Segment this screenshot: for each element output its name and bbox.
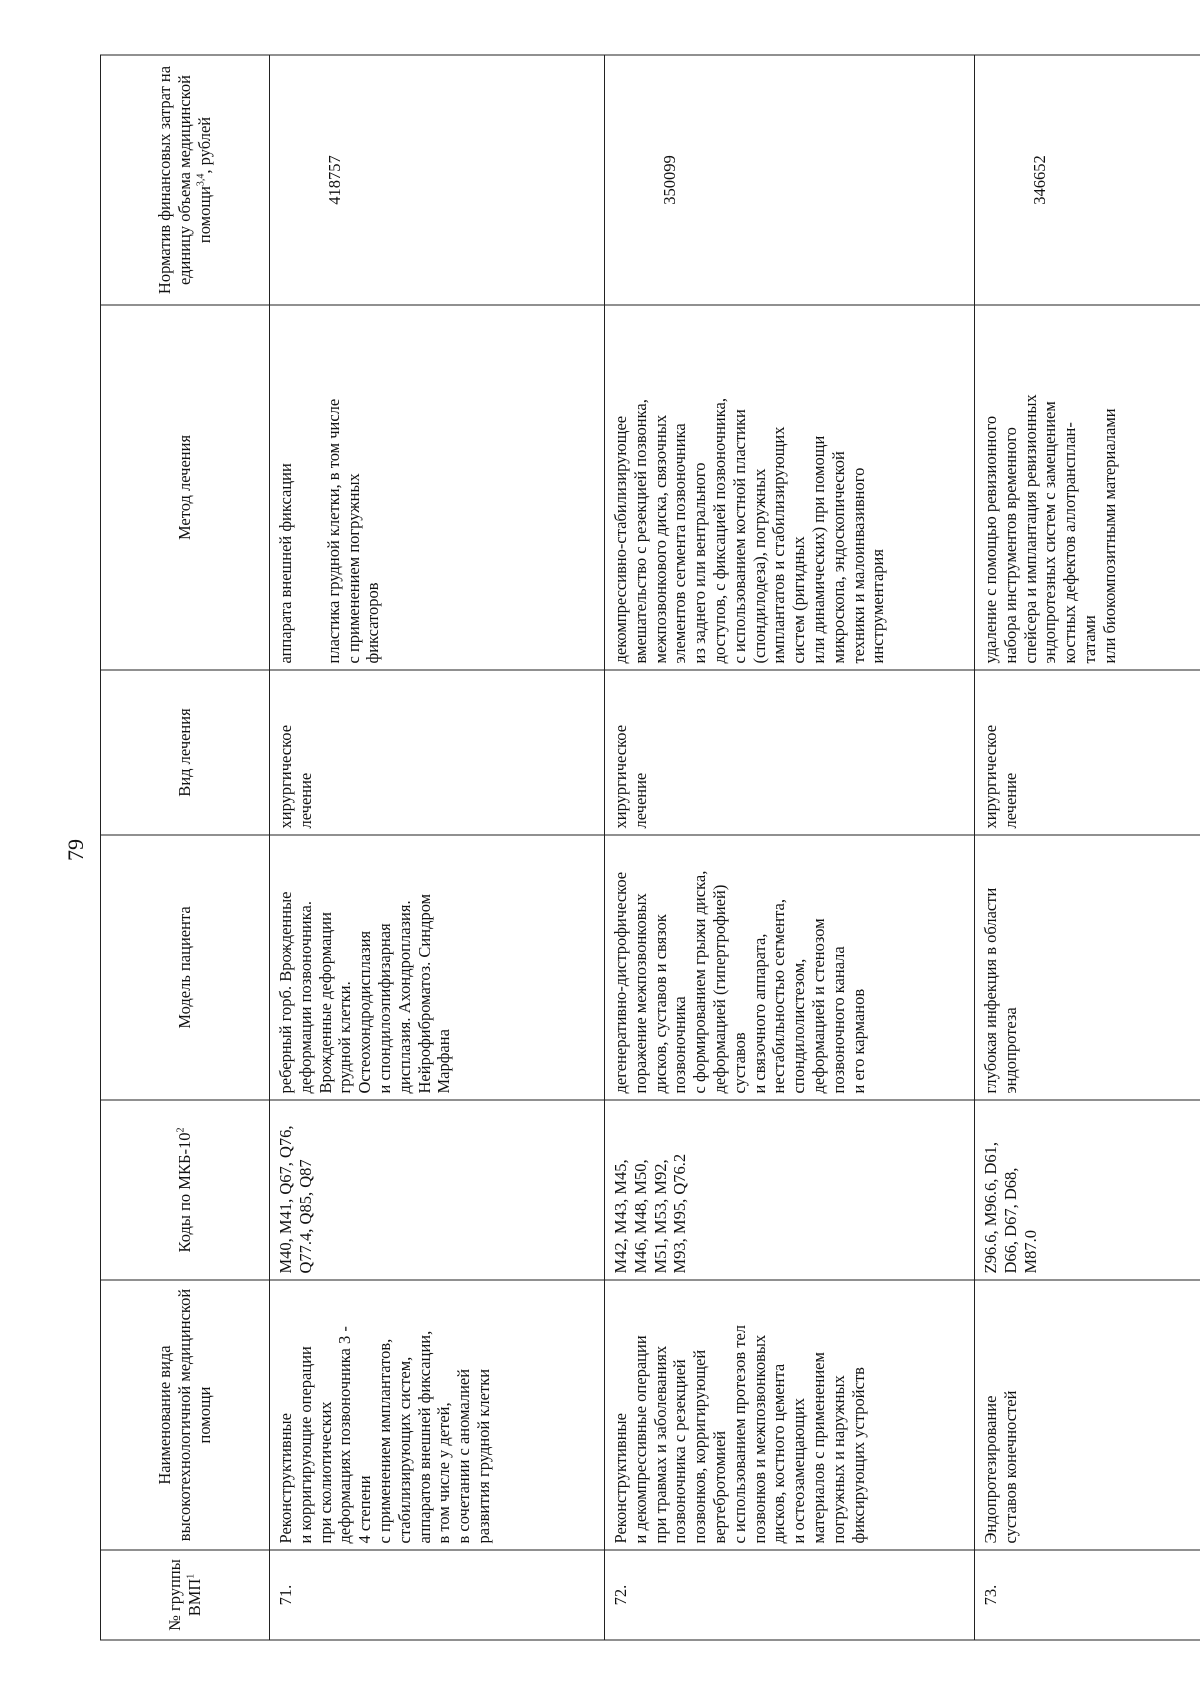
cell-group-number: 72. [605,1550,975,1640]
cell-cost-norm: 350099 [605,55,975,305]
page-number: 79 [63,839,88,861]
cell-patient-model: дегенеративно-дистрофическое поражение межпозвонковых дисков, суставов и связок позвоночника с формированием грыжи диска, деформацией (гипертрофией) суставов и связочного аппарата, нестабильностью сегмента, спондилолистезом, деформацией и стенозом позвоночного канала и его карманов [605,835,975,1100]
header-treatment-kind: Вид лечения [101,670,270,835]
header-treatment-method: Метод лечения [101,305,270,670]
cell-patient-model: реберный горб. Врожденные деформации позвоночника. Врожденные деформации грудной клетки. Остеохондродисплазия и спондилоэпифизарная дисплазия. Ахондроплазия. Нейрофиброматоз. Синдром Марфана [270,835,605,1100]
method-continuation: аппарата внешней фиксации [276,463,295,664]
cell-treatment-method: аппарата внешней фиксации пластика грудной клетки, в том числе с применением погружных фиксаторов [270,305,605,670]
header-patient-model: Модель пациента [101,835,270,1100]
table-row [270,55,605,1640]
rotated-table-container [100,56,1119,1641]
cell-icd-codes: Z96.6, M96.6, D61, D66, D67, D68, M87.0 [975,1100,1200,1280]
cell-treatment-kind: хирургическое лечение [605,670,975,835]
cell-vmp-name: Реконструктивные и корригирующие операции при сколиотических деформациях позвоночника 3 - 4 степени с применением имплантатов, стабилизирующих систем, аппаратов внешней фиксации, в том числе у детей, в сочетании с аномалией развития грудной клетки [270,1280,605,1550]
table-row [975,55,1200,1640]
header-icd-codes: Коды по МКБ-$10^2$ [101,1100,270,1280]
cell-icd-codes: M42, M43, M45, M46, M48, M50, M51, M53, M92, M93, M95, Q76.2 [605,1100,975,1280]
cell-patient-model: глубокая инфекция в области эндопротеза [975,835,1200,1100]
table-header-row [101,55,270,1640]
cell-cost-norm: 346652 [975,55,1200,305]
header-group-number: № группы ВМП$^1$ [101,1550,270,1640]
header-cost-norm: Норматив финансовых затрат на единицу объема медицинской помощи$^{3,4}$, рублей [101,55,270,305]
cell-group-number: 71. [270,1550,605,1640]
cell-treatment-kind: хирургическое лечение [975,670,1200,835]
cell-vmp-name: Эндопротезирование суставов конечностей [975,1280,1200,1550]
cell-treatment-kind: хирургическое лечение [270,670,605,835]
cell-treatment-method: декомпрессивно-стабилизирующее вмешательство с резекцией позвонка, межпозвонкового диска, связочных элементов сегмента позвоночника из заднего или вентрального доступов, с фиксацией позвоночника, с использованием костной пластики (спондилодеза), погружных имплантатов и стабилизирующих систем (ригидных или динамических) при помощи микроскопа, эндоскопической техники и малоинвазивного инструментария [605,305,975,670]
cell-cost-norm: 418757 [270,55,605,305]
cell-icd-codes: M40, M41, Q67, Q76, Q77.4, Q85, Q87 [270,1100,605,1280]
cell-vmp-name: Реконструктивные и декомпрессивные операции при травмах и заболеваниях позвоночника с резекцией позвонков, корригирующей вертебротомией с использованием протезов тел позвонков и межпозвонковых дисков, костного цемента и остеозамещающих материалов с применением погружных и наружных фиксирующих устройств [605,1280,975,1550]
table-row [605,55,975,1640]
cell-treatment-method: удаление с помощью ревизионного набора инструментов временного спейсера и имплантация ревизионных эндопротезных систем с замещением костных дефектов аллотрансплан- татами или биокомпозитными материалами [975,305,1200,670]
cell-group-number: 73. [975,1550,1200,1640]
vmp-table [100,55,1200,1641]
header-vmp-name: Наименование вида высокотехнологичной медицинской помощи [101,1280,270,1550]
